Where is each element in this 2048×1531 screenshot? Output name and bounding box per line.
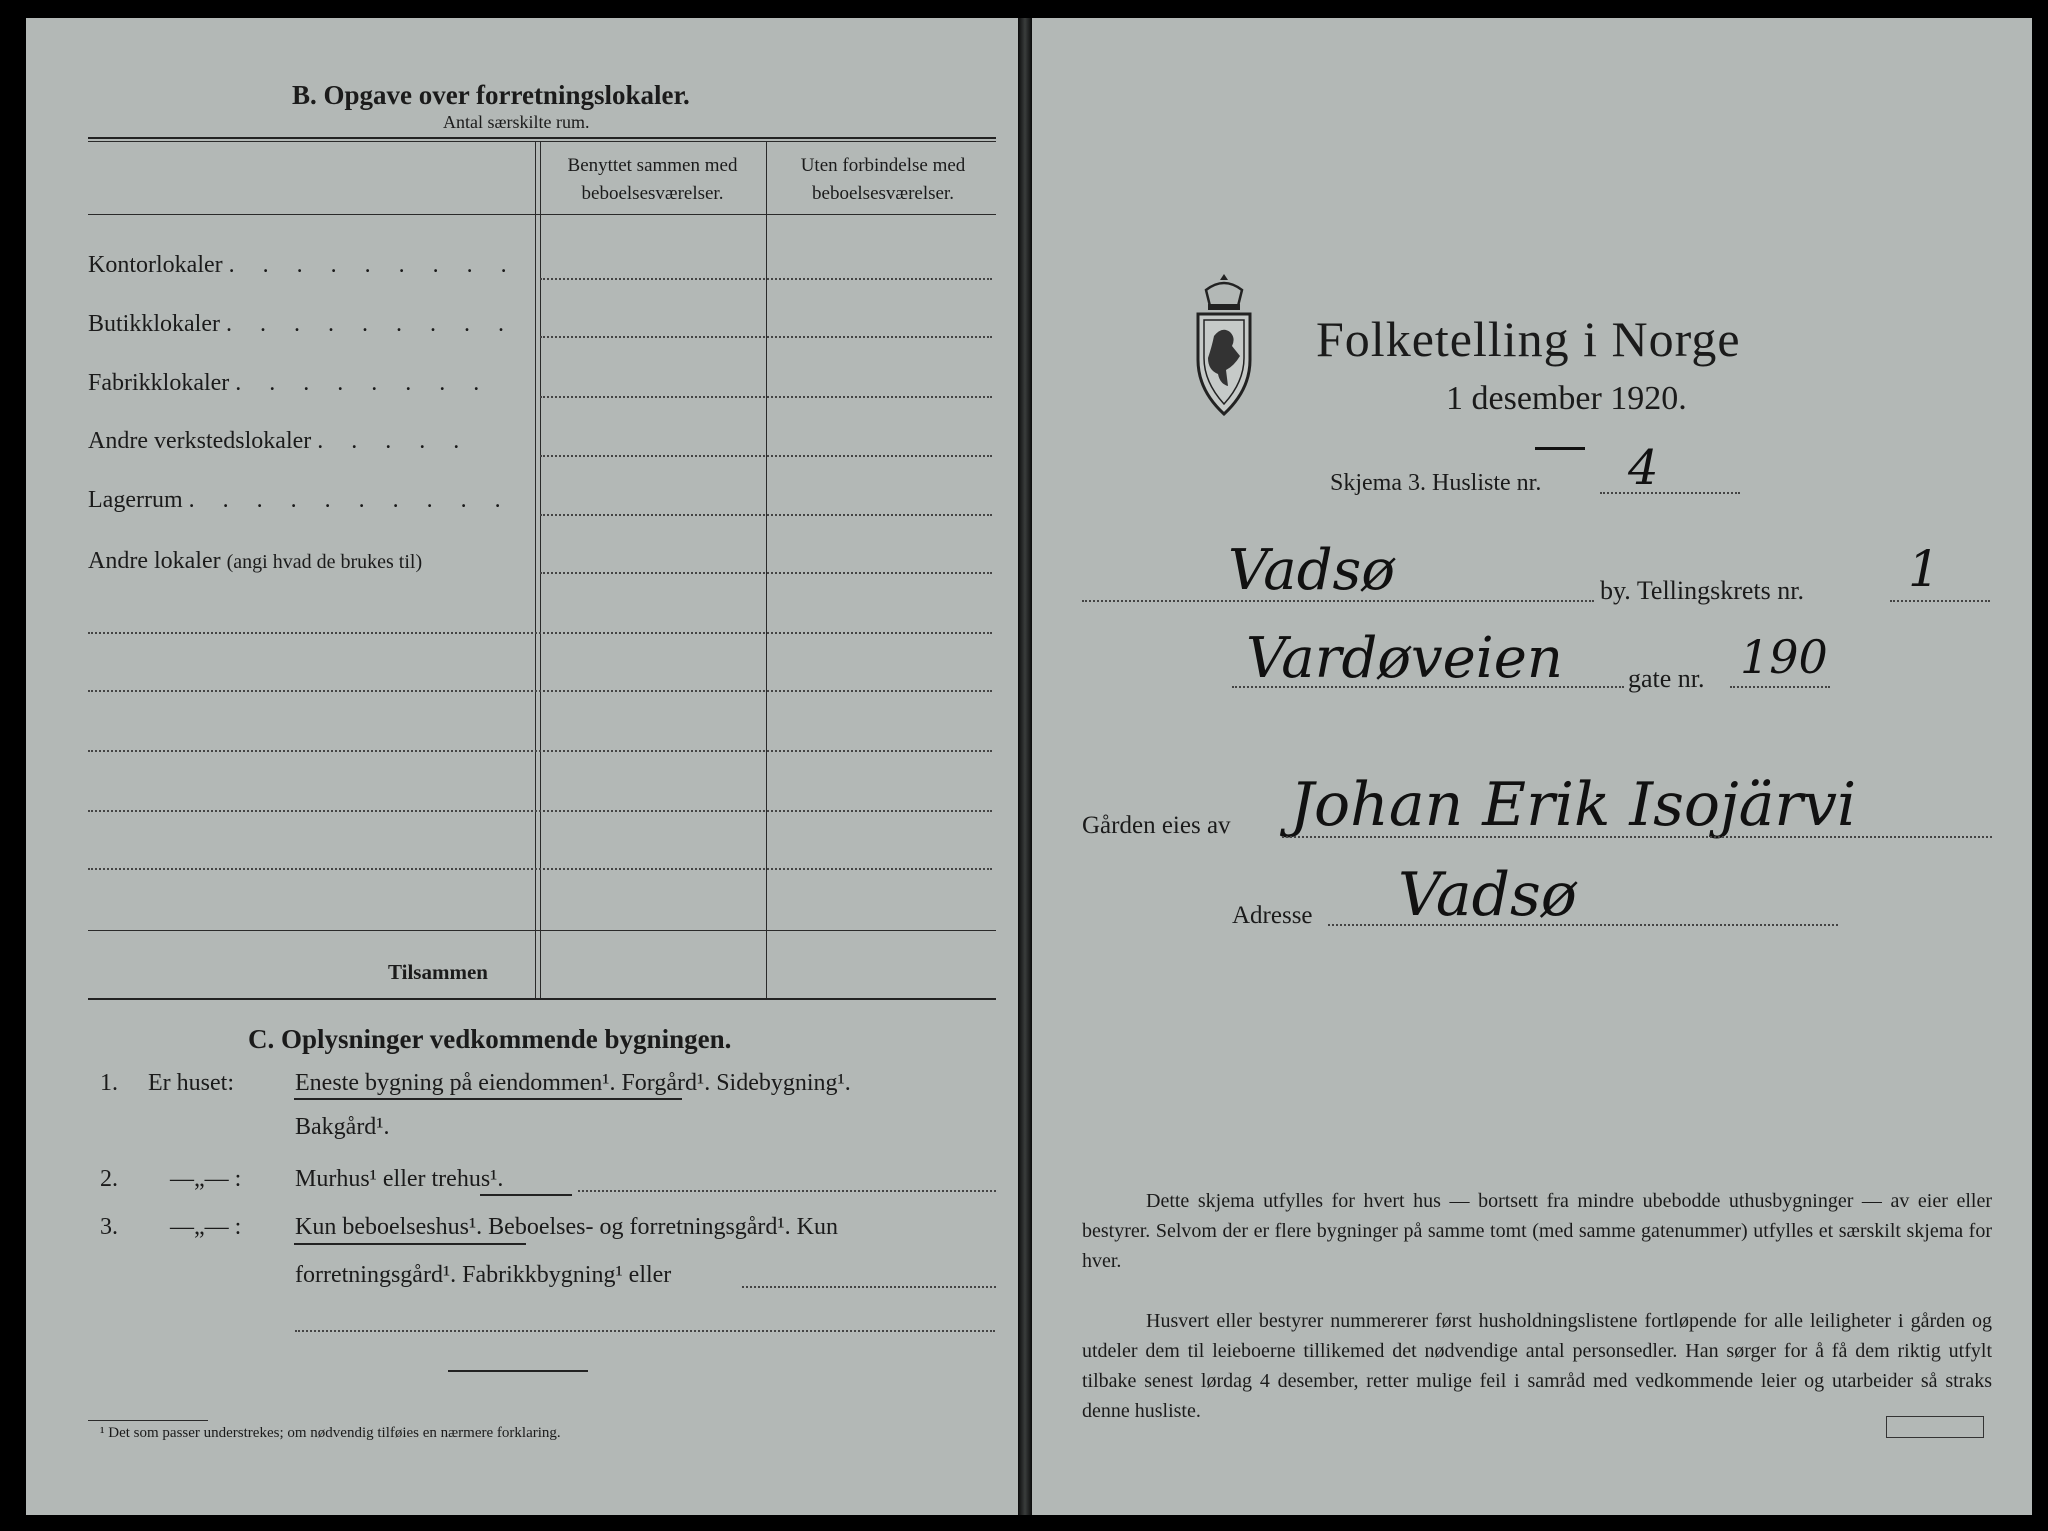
q2-fill-line: [578, 1190, 996, 1192]
fill-line: [540, 336, 992, 338]
q2-label: —„— :: [170, 1166, 242, 1192]
q1-underline: [294, 1098, 682, 1100]
address-label: Adresse: [1232, 902, 1313, 929]
tellingskrets-number[interactable]: 1: [1908, 540, 1940, 598]
owner-fill-line: [1282, 836, 1992, 838]
q3-text: Kun beboelseshus¹. Beboelses- og forretningsgård¹. Kun: [295, 1214, 838, 1240]
fill-line: [88, 810, 992, 812]
address-handwritten[interactable]: Vadsø: [1398, 860, 1577, 930]
section-b-title: B. Opgave over forretningslokaler.: [292, 80, 690, 110]
row-lagerrum: [88, 487, 512, 514]
date-dash: [1535, 447, 1585, 450]
owner-handwritten[interactable]: Johan Erik Isojärvi: [1290, 770, 1857, 840]
coat-of-arms-icon: [1188, 270, 1260, 420]
form-date: 1 desember 1920.: [1446, 380, 1687, 417]
total-top-rule: [88, 930, 996, 931]
q3-underline: [294, 1243, 526, 1245]
row-fabrikklokaler: [88, 370, 490, 397]
q1-number: 1.: [100, 1070, 118, 1096]
form-title: Folketelling i Norge: [1316, 311, 1741, 367]
q3-fill-line-2: [295, 1330, 995, 1332]
row-dots: . . . . .: [317, 428, 471, 454]
owner-label: Gården eies av: [1082, 812, 1231, 839]
gate-number[interactable]: 190: [1740, 630, 1828, 684]
footnote-rule: [88, 1420, 208, 1421]
q3-label: —„— :: [170, 1214, 242, 1240]
q1-text: Eneste bygning på eiendommen¹. Forgård¹. Sidebygning¹.: [295, 1070, 851, 1096]
gate-fill-line: [1730, 686, 1830, 688]
city-handwritten[interactable]: Vadsø: [1228, 538, 1395, 603]
fill-line: [88, 868, 992, 870]
fill-line: [540, 278, 992, 280]
row-note: (angi hvad de brukes til): [226, 551, 423, 573]
row-label: Kontorlokaler: [88, 252, 223, 278]
row-label: Butikklokaler: [88, 311, 220, 337]
fill-line: [88, 690, 992, 692]
row-dots: . . . . . . . .: [235, 370, 491, 396]
page-fold: [1018, 18, 1032, 1515]
q1-label: Er huset:: [148, 1070, 234, 1096]
printer-stamp-icon: [1886, 1416, 1984, 1438]
fill-line: [540, 396, 992, 398]
header-bottom-rule: [88, 214, 996, 215]
col2-header: [768, 152, 998, 208]
q2-text: Murhus¹ eller trehus¹.: [295, 1166, 504, 1192]
address-fill-line: [1328, 924, 1838, 926]
table-top-rule: [88, 137, 996, 139]
tellingskrets-fill-line: [1890, 600, 1990, 602]
q3-text-2: forretningsgård¹. Fabrikkbygning¹ eller: [295, 1262, 672, 1288]
col1-header: [540, 152, 765, 208]
fill-line: [540, 514, 992, 516]
footnote: ¹ Det som passer understrekes; om nødvendig tilføies en nærmere forklaring.: [100, 1425, 561, 1441]
by-label: by. Tellingskrets nr.: [1600, 576, 1805, 605]
instructions-para-2: Husvert eller bestyrer nummererer først husholdningslistene fortløpende for alle leiligheter i gården og utdeler dem til leieboerne tillikemed det nødvendige antal personsedler. Han sørger for å få dem riktig utfylt tilbake senest lørdag 4 desember, retter mulige feil i samråd med vedkommende leier og utarbeider så straks denne husliste.: [1082, 1310, 1992, 1422]
table-top-rule-2: [88, 141, 996, 142]
gate-label: gate nr.: [1628, 664, 1705, 693]
row-andre-lokaler: [88, 548, 422, 575]
q3-fill-line: [742, 1286, 996, 1288]
left-page: [26, 18, 1018, 1515]
row-dots: . . . . . . . . . .: [188, 487, 512, 513]
right-page: [1032, 18, 2032, 1515]
q1-text-2: Bakgård¹.: [295, 1114, 390, 1140]
q2-number: 2.: [100, 1166, 118, 1192]
city-fill-line: [1082, 600, 1594, 602]
row-dots: . . . . . . . . .: [228, 252, 518, 278]
total-label: Tilsammen: [388, 960, 488, 984]
row-label: Andre lokaler: [88, 548, 221, 574]
row-label: Andre verkstedslokaler: [88, 428, 312, 454]
row-andre-verkstedslokaler: [88, 428, 470, 455]
street-fill-line: [1232, 686, 1624, 688]
separator-rule: [448, 1370, 588, 1372]
row-label: Fabrikklokaler: [88, 370, 230, 396]
col1-header-line1: Benyttet sammen med: [567, 155, 738, 176]
section-b-subtitle: Antal særskilte rum.: [443, 112, 590, 132]
fill-line: [88, 632, 992, 634]
col2-header-line1: Uten forbindelse med: [800, 155, 966, 176]
husliste-fill-line: [1600, 492, 1740, 494]
row-dots: . . . . . . . . .: [225, 311, 515, 337]
street-handwritten[interactable]: Vardøveien: [1246, 626, 1563, 691]
fill-line: [540, 572, 992, 574]
husliste-number[interactable]: 4: [1628, 440, 1659, 496]
fill-line: [540, 455, 992, 457]
table-bottom-rule: [88, 998, 996, 1000]
q3-number: 3.: [100, 1214, 118, 1240]
col1-header-line2: beboelsesværelser.: [581, 183, 724, 204]
instructions-para-1: Dette skjema utfylles for hvert hus — bortsett fra mindre ubebodde uthusbygninger — av eier eller bestyrer. Selvom der er flere bygninger på samme tomt (med samme gatenummer) utfylles et særskilt skjema for hver.: [1082, 1190, 1992, 1272]
schema-label: Skjema 3. Husliste nr.: [1330, 470, 1542, 496]
row-label: Lagerrum: [88, 487, 183, 513]
row-kontorlokaler: [88, 252, 518, 279]
row-butikklokaler: [88, 311, 515, 338]
q2-underline: [480, 1194, 572, 1196]
col2-header-line2: beboelsesværelser.: [812, 183, 954, 204]
fill-line: [88, 750, 992, 752]
section-c-title: C. Oplysninger vedkommende bygningen.: [248, 1024, 732, 1054]
